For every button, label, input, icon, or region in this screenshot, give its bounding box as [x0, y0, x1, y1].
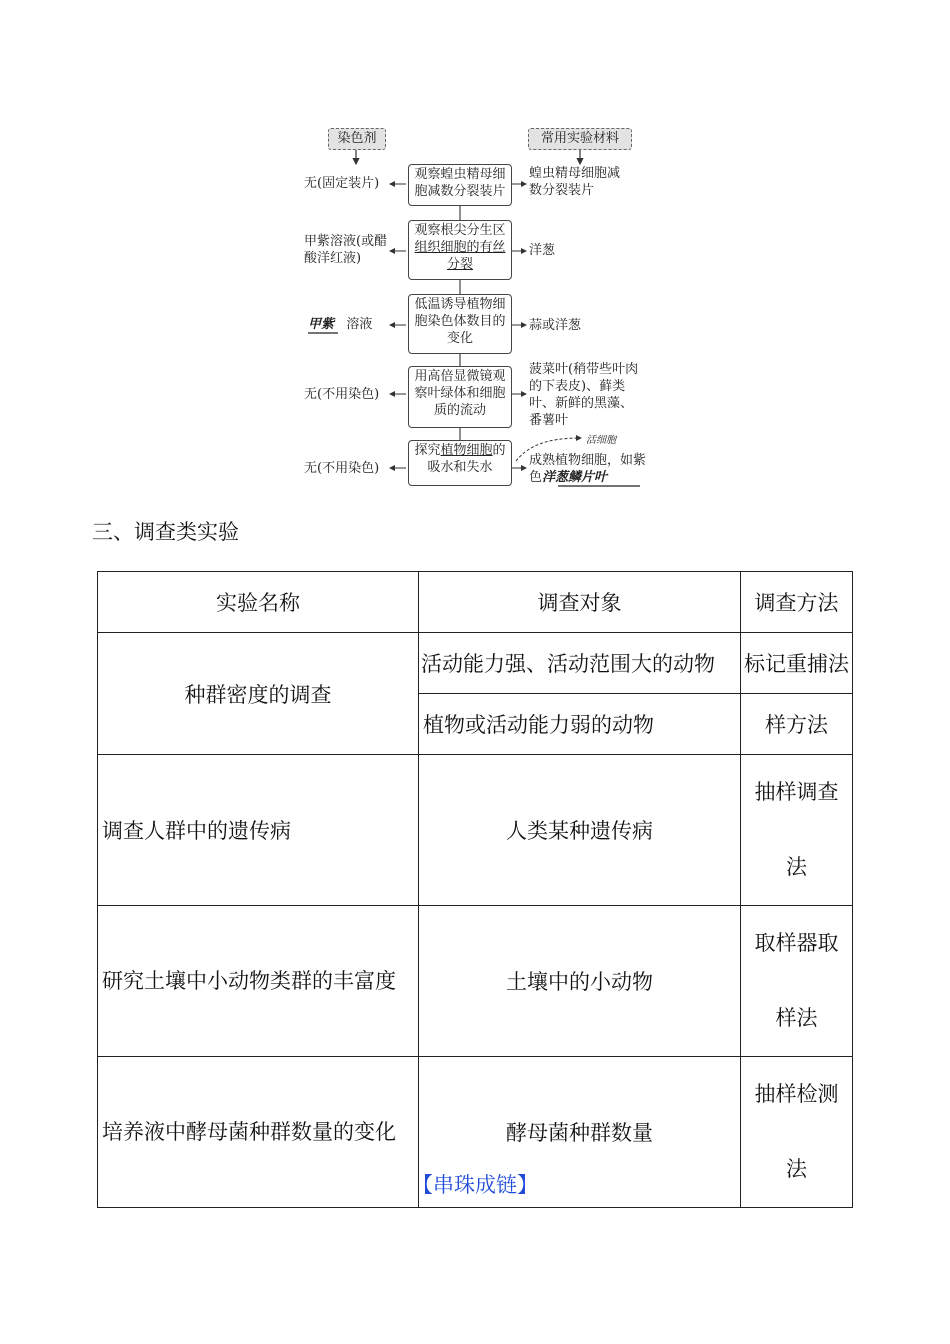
row-method: 标记重捕法 [741, 633, 853, 694]
experiment-flow-diagram [296, 118, 666, 498]
row-object: 植物或活动能力弱的动物 [419, 694, 741, 755]
survey-experiments-table [97, 571, 853, 1208]
live-cell-note: 活细胞 [586, 435, 616, 446]
row-object: 人类某种遗传病 [419, 755, 741, 906]
row5-experiment-pre: 探究 [414, 443, 441, 458]
row1-material: 蝗虫精母细胞减数分裂装片 [529, 166, 621, 198]
row5-stain: 无(不用染色) [304, 461, 380, 476]
header-experiment-name: 实验名称 [98, 572, 419, 633]
row2-experiment-box [408, 220, 512, 280]
row3-material: 蒜或洋葱 [529, 318, 582, 333]
row-object: 土壤中的小动物 [419, 906, 741, 1057]
row-method: 样方法 [741, 694, 853, 755]
row1-stain: 无(固定装片) [304, 176, 380, 191]
row-object: 酵母菌种群数量 [419, 1057, 741, 1208]
row2-stain: 甲紫溶液(或醋酸洋红液) [304, 234, 388, 266]
row-method: 抽样检测法 [741, 1057, 853, 1208]
row-name: 培养液中酵母菌种群数量的变化 [98, 1057, 419, 1208]
row2-experiment-text: 观察根尖分生区 [414, 223, 506, 238]
table-row [98, 906, 853, 1057]
row-name: 种群密度的调查 [98, 633, 419, 755]
header-survey-method: 调查方法 [741, 572, 853, 633]
row-name: 研究土壤中小动物类群的丰富度 [98, 906, 419, 1057]
section-title: 三、调查类实验 [92, 520, 239, 544]
row2-experiment-underlined: 组织细胞的有丝分裂 [414, 240, 506, 272]
row-method: 抽样调查法 [741, 755, 853, 906]
table-header-row [98, 572, 853, 633]
header-survey-object: 调查对象 [419, 572, 741, 633]
stain-header: 染色剂 [328, 128, 386, 150]
row4-experiment-box: 用高倍显微镜观察叶绿体和细胞质的流动 [408, 366, 512, 428]
row4-stain: 无(不用染色) [304, 387, 380, 402]
row-name: 调查人群中的遗传病 [98, 755, 419, 906]
material-header: 常用实验材料 [528, 128, 632, 150]
chain-title: 【串珠成链】 [412, 1173, 538, 1197]
row5-material-handwritten: 洋葱鳞片叶 [542, 470, 608, 485]
row3-stain [308, 316, 372, 333]
row5-material [529, 452, 651, 486]
row3-stain-suffix: 溶液 [346, 317, 373, 332]
row3-stain-handwritten: 甲紫 [308, 317, 335, 332]
row5-experiment-box [408, 440, 512, 486]
row-method: 取样器取样法 [741, 906, 853, 1057]
table-row [98, 633, 853, 694]
row4-material: 菠菜叶(稍带些叶肉的下表皮)、藓类叶、新鲜的黑藻、番薯叶 [529, 362, 639, 428]
row-object: 活动能力强、活动范围大的动物 [419, 633, 741, 694]
row1-experiment-box: 观察蝗虫精母细胞减数分裂装片 [408, 164, 512, 206]
row3-experiment-box: 低温诱导植物细胞染色体数目的变化 [408, 294, 512, 354]
row5-material-text: 成熟植物细胞，如紫色 [529, 453, 647, 485]
table-row [98, 755, 853, 906]
row2-material: 洋葱 [529, 243, 556, 258]
row5-experiment-post: 的吸水和失水 [427, 443, 506, 475]
row5-experiment-underlined: 植物细胞 [440, 443, 493, 458]
